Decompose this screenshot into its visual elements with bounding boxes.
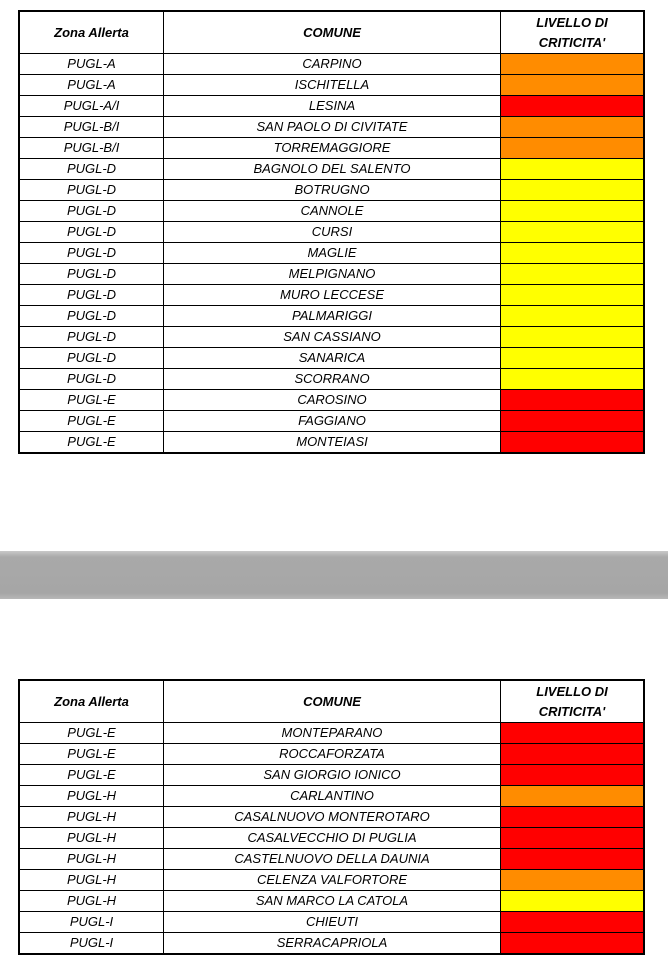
cell-comune: SCORRANO	[164, 369, 501, 390]
header-zona-allerta: Zona Allerta	[20, 12, 164, 54]
cell-zona-allerta: PUGL-D	[20, 369, 164, 390]
cell-comune: SAN GIORGIO IONICO	[164, 765, 501, 786]
cell-livello-criticita-yellow	[501, 369, 644, 390]
cell-livello-criticita-yellow	[501, 285, 644, 306]
table-row	[20, 285, 644, 306]
cell-zona-allerta: PUGL-D	[20, 180, 164, 201]
table-row	[20, 807, 644, 828]
cell-livello-criticita-red	[501, 432, 644, 453]
table-row	[20, 369, 644, 390]
table-row	[20, 870, 644, 891]
cell-comune: MONTEPARANO	[164, 723, 501, 744]
cell-zona-allerta: PUGL-D	[20, 285, 164, 306]
cell-comune: CHIEUTI	[164, 912, 501, 933]
cell-zona-allerta: PUGL-D	[20, 306, 164, 327]
cell-comune: PALMARIGGI	[164, 306, 501, 327]
header-zona-allerta: Zona Allerta	[20, 681, 164, 723]
header-livello-line2: CRITICITA'	[538, 703, 606, 719]
cell-comune: CURSI	[164, 222, 501, 243]
cell-livello-criticita-yellow	[501, 222, 644, 243]
table-row	[20, 75, 644, 96]
cell-comune: FAGGIANO	[164, 411, 501, 432]
cell-livello-criticita-red	[501, 828, 644, 849]
table-2-body	[20, 723, 644, 954]
cell-zona-allerta: PUGL-H	[20, 849, 164, 870]
cell-zona-allerta: PUGL-A	[20, 75, 164, 96]
table-row	[20, 390, 644, 411]
cell-zona-allerta: PUGL-B/I	[20, 138, 164, 159]
table-row	[20, 348, 644, 369]
cell-livello-criticita-red	[501, 411, 644, 432]
cell-livello-criticita-red	[501, 390, 644, 411]
cell-livello-criticita-orange	[501, 870, 644, 891]
cell-livello-criticita-red	[501, 933, 644, 954]
cell-livello-criticita-red	[501, 912, 644, 933]
cell-livello-criticita-orange	[501, 117, 644, 138]
cell-livello-criticita-yellow	[501, 891, 644, 912]
cell-zona-allerta: PUGL-A	[20, 54, 164, 75]
cell-comune: ISCHITELLA	[164, 75, 501, 96]
table-row	[20, 264, 644, 285]
cell-comune: MELPIGNANO	[164, 264, 501, 285]
cell-comune: TORREMAGGIORE	[164, 138, 501, 159]
cell-comune: SAN MARCO LA CATOLA	[164, 891, 501, 912]
cell-comune: BOTRUGNO	[164, 180, 501, 201]
cell-zona-allerta: PUGL-D	[20, 201, 164, 222]
cell-zona-allerta: PUGL-E	[20, 744, 164, 765]
header-comune: COMUNE	[164, 12, 501, 54]
cell-comune: LESINA	[164, 96, 501, 117]
cell-zona-allerta: PUGL-H	[20, 786, 164, 807]
cell-zona-allerta: PUGL-D	[20, 327, 164, 348]
cell-zona-allerta: PUGL-D	[20, 264, 164, 285]
table-row	[20, 849, 644, 870]
table-row	[20, 222, 644, 243]
cell-livello-criticita-orange	[501, 54, 644, 75]
cell-livello-criticita-orange	[501, 786, 644, 807]
cell-comune: SAN PAOLO DI CIVITATE	[164, 117, 501, 138]
header-livello-line1: LIVELLO DI	[536, 14, 608, 30]
table-row	[20, 933, 644, 954]
cell-zona-allerta: PUGL-E	[20, 390, 164, 411]
cell-comune: SAN CASSIANO	[164, 327, 501, 348]
cell-comune: MURO LECCESE	[164, 285, 501, 306]
table-header-row	[20, 681, 644, 723]
table-header-row	[20, 12, 644, 54]
cell-zona-allerta: PUGL-A/I	[20, 96, 164, 117]
table-row	[20, 432, 644, 453]
criticality-table-2	[19, 680, 644, 954]
cell-comune: MONTEIASI	[164, 432, 501, 453]
table-row	[20, 201, 644, 222]
cell-comune: ROCCAFORZATA	[164, 744, 501, 765]
cell-comune: MAGLIE	[164, 243, 501, 264]
criticality-table-1	[19, 11, 644, 453]
cell-livello-criticita-orange	[501, 75, 644, 96]
cell-comune: CELENZA VALFORTORE	[164, 870, 501, 891]
cell-comune: CASALVECCHIO DI PUGLIA	[164, 828, 501, 849]
table-row	[20, 159, 644, 180]
cell-livello-criticita-red	[501, 765, 644, 786]
cell-livello-criticita-yellow	[501, 264, 644, 285]
table-row	[20, 411, 644, 432]
table-row	[20, 891, 644, 912]
cell-livello-criticita-yellow	[501, 243, 644, 264]
cell-comune: CARPINO	[164, 54, 501, 75]
cell-comune: BAGNOLO DEL SALENTO	[164, 159, 501, 180]
header-livello-criticita	[501, 681, 644, 723]
cell-comune: CASALNUOVO MONTEROTARO	[164, 807, 501, 828]
cell-zona-allerta: PUGL-H	[20, 870, 164, 891]
cell-livello-criticita-yellow	[501, 348, 644, 369]
table-row	[20, 54, 644, 75]
table-row	[20, 180, 644, 201]
cell-zona-allerta: PUGL-E	[20, 411, 164, 432]
cell-comune: CASTELNUOVO DELLA DAUNIA	[164, 849, 501, 870]
table-row	[20, 306, 644, 327]
cell-zona-allerta: PUGL-D	[20, 243, 164, 264]
cell-zona-allerta: PUGL-B/I	[20, 117, 164, 138]
table-row	[20, 765, 644, 786]
cell-zona-allerta: PUGL-E	[20, 765, 164, 786]
cell-livello-criticita-yellow	[501, 327, 644, 348]
cell-livello-criticita-red	[501, 807, 644, 828]
table-row	[20, 96, 644, 117]
table-row	[20, 912, 644, 933]
table-row	[20, 138, 644, 159]
cell-comune: CANNOLE	[164, 201, 501, 222]
cell-comune: CAROSINO	[164, 390, 501, 411]
table-row	[20, 327, 644, 348]
cell-zona-allerta: PUGL-E	[20, 723, 164, 744]
page-separator	[0, 551, 668, 599]
header-livello-criticita	[501, 12, 644, 54]
cell-zona-allerta: PUGL-H	[20, 807, 164, 828]
table-1-body	[20, 54, 644, 453]
table-row	[20, 243, 644, 264]
header-comune: COMUNE	[164, 681, 501, 723]
cell-livello-criticita-red	[501, 723, 644, 744]
cell-zona-allerta: PUGL-H	[20, 891, 164, 912]
table-row	[20, 744, 644, 765]
cell-livello-criticita-red	[501, 849, 644, 870]
table-row	[20, 786, 644, 807]
cell-zona-allerta: PUGL-E	[20, 432, 164, 453]
table-row	[20, 723, 644, 744]
cell-zona-allerta: PUGL-D	[20, 222, 164, 243]
cell-zona-allerta: PUGL-D	[20, 159, 164, 180]
cell-livello-criticita-yellow	[501, 306, 644, 327]
table-row	[20, 117, 644, 138]
cell-zona-allerta: PUGL-I	[20, 933, 164, 954]
cell-comune: SERRACAPRIOLA	[164, 933, 501, 954]
cell-zona-allerta: PUGL-H	[20, 828, 164, 849]
cell-livello-criticita-yellow	[501, 159, 644, 180]
cell-livello-criticita-yellow	[501, 201, 644, 222]
cell-zona-allerta: PUGL-D	[20, 348, 164, 369]
cell-comune: SANARICA	[164, 348, 501, 369]
cell-comune: CARLANTINO	[164, 786, 501, 807]
cell-livello-criticita-red	[501, 96, 644, 117]
cell-livello-criticita-red	[501, 744, 644, 765]
cell-zona-allerta: PUGL-I	[20, 912, 164, 933]
cell-livello-criticita-yellow	[501, 180, 644, 201]
header-livello-line1: LIVELLO DI	[536, 683, 608, 699]
header-livello-line2: CRITICITA'	[538, 34, 606, 50]
table-row	[20, 828, 644, 849]
cell-livello-criticita-orange	[501, 138, 644, 159]
